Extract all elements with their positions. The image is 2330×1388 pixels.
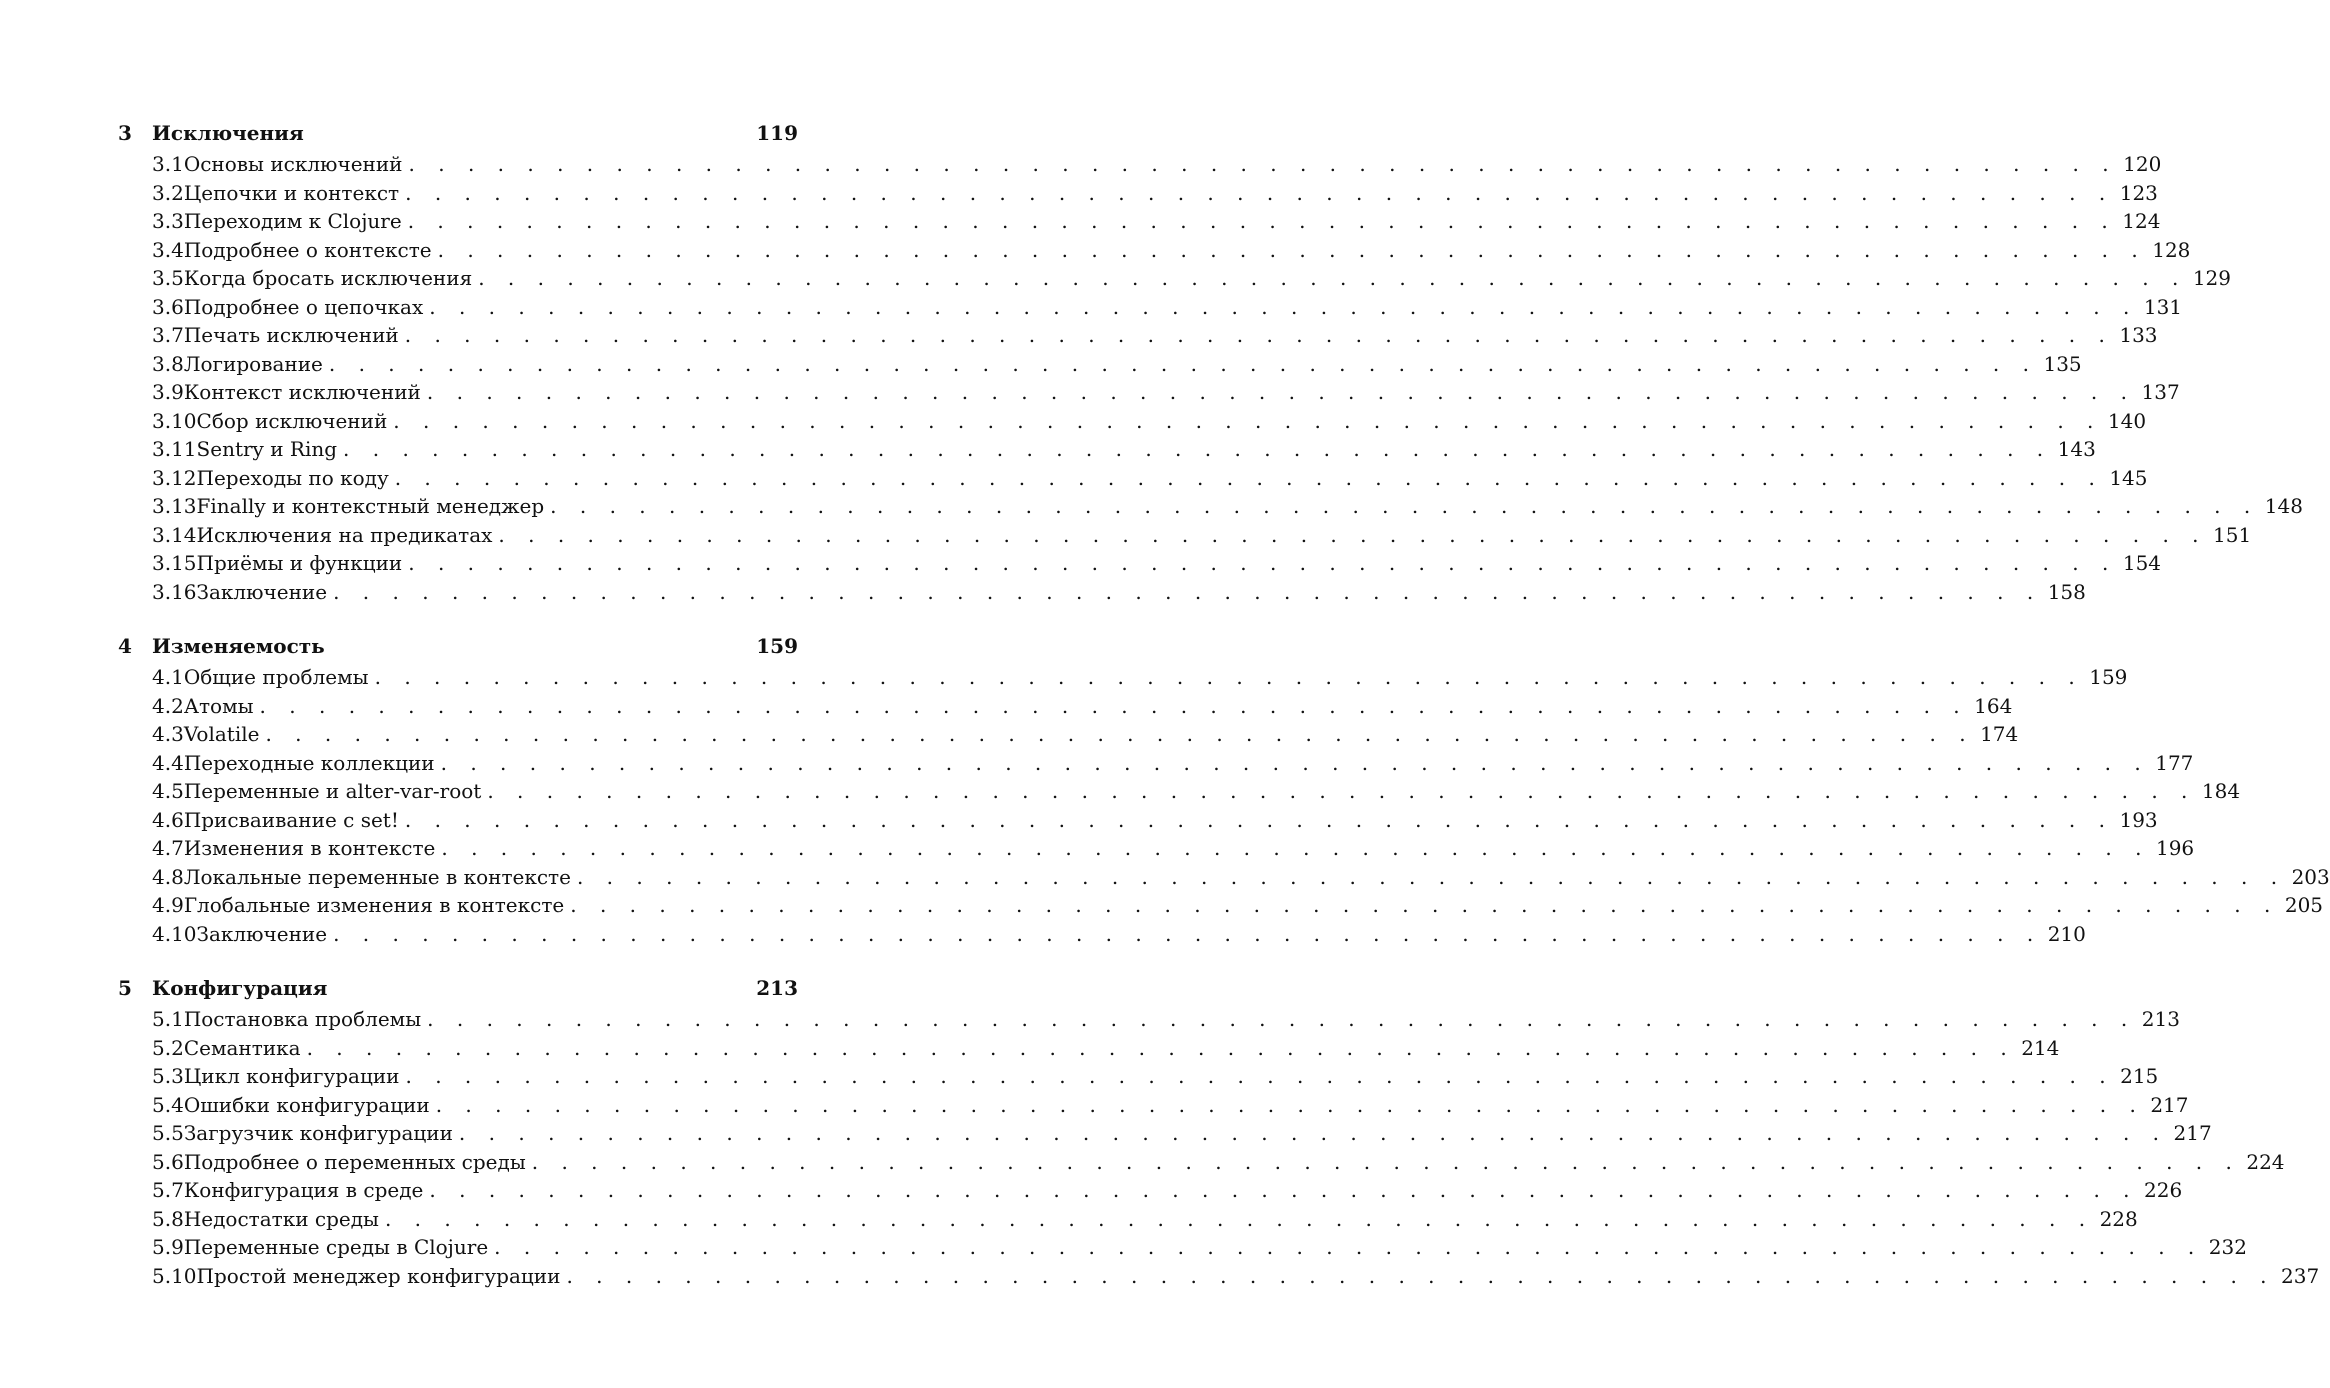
dot-leader: . . . . . . . . . . . . . . . . . . . . . . . . . . . . . . . . . . . . . . . . . . . . . . . . . . . . . . . . . .: [576, 864, 2286, 889]
section-page-number: 143: [2057, 437, 2096, 461]
dot-leader: . . . . . . . . . . . . . . . . . . . . . . . . . . . . . . . . . . . . . . . . . . . . . . . . . . . . . . . . . .: [566, 1263, 2276, 1288]
toc-entry[interactable]: [118, 321, 2158, 350]
toc-entry[interactable]: [118, 150, 2162, 179]
section-page-number: 131: [2143, 294, 2183, 319]
section-page-number: 217: [2150, 1092, 2189, 1117]
section-number: 4.6: [152, 807, 184, 832]
section-page-number: 133: [2119, 323, 2158, 347]
chapter-title: Исключения: [152, 121, 304, 145]
dot-leader: . . . . . . . . . . . . . . . . . . . . . . . . . . . . . . . . . . . . . . . . . . . . . . . . . . . . . . . . . .: [441, 836, 2150, 860]
section-number: 5.1: [152, 1007, 184, 1031]
section-number: 3.5: [152, 266, 184, 290]
dot-leader: . . . . . . . . . . . . . . . . . . . . . . . . . . . . . . . . . . . . . . . . . . . . . . . . . . . . . . . . . .: [333, 579, 2042, 604]
dot-leader: . . . . . . . . . . . . . . . . . . . . . . . . . . . . . . . . . . . . . . . . . . . . . . . . . . . . . . . . . .: [404, 323, 2114, 347]
section-title: Контекст исключений: [183, 380, 421, 404]
section-number: 3.7: [152, 323, 184, 347]
section-page-number: 232: [2208, 1235, 2247, 1259]
section-number: 3.8: [152, 351, 184, 376]
section-number: 5.3: [152, 1064, 184, 1088]
section-page-number: 214: [2021, 1035, 2060, 1060]
dot-leader: . . . . . . . . . . . . . . . . . . . . . . . . . . . . . . . . . . . . . . . . . . . . . . . . . . . . . . . . . .: [478, 266, 2187, 290]
toc-entry[interactable]: [118, 663, 2128, 692]
section-page-number: 158: [2047, 579, 2086, 604]
dot-leader: . . . . . . . . . . . . . . . . . . . . . . . . . . . . . . . . . . . . . . . . . . . . . . . . . . . . . . . . . .: [570, 893, 2279, 917]
section-number: 3.1: [152, 152, 184, 176]
dot-leader: . . . . . . . . . . . . . . . . . . . . . . . . . . . . . . . . . . . . . . . . . . . . . . . . . . . . . . . . . .: [426, 380, 2136, 404]
toc-entry[interactable]: [118, 834, 2195, 863]
section-page-number: 128: [2152, 237, 2191, 262]
toc-entry[interactable]: [118, 378, 2180, 407]
section-number: 3.10: [152, 408, 197, 433]
section-title: Логирование: [183, 351, 323, 376]
toc-entry[interactable]: [118, 1262, 2320, 1291]
toc-entry[interactable]: [118, 1091, 2189, 1120]
section-title: Finally и контекстный менеджер: [196, 494, 545, 518]
section-page-number: 217: [2173, 1121, 2212, 1145]
section-page-number: 164: [1974, 693, 2013, 718]
section-number: 3.16: [152, 579, 197, 604]
toc-entry[interactable]: [118, 806, 2158, 835]
section-page-number: 137: [2141, 380, 2180, 404]
section-page-number: 135: [2043, 351, 2082, 376]
section-page-number: 145: [2109, 465, 2148, 490]
section-title: Заключение: [196, 579, 328, 604]
dot-leader: . . . . . . . . . . . . . . . . . . . . . . . . . . . . . . . . . . . . . . . . . . . . . . . . . . . . . . . . . .: [265, 722, 1975, 746]
section-page-number: 184: [2201, 779, 2241, 803]
section-title: Загрузчик конфигурации: [183, 1121, 453, 1145]
dot-leader: . . . . . . . . . . . . . . . . . . . . . . . . . . . . . . . . . . . . . . . . . . . . . . . . . . . . . . . . . .: [393, 408, 2102, 433]
section-number: 4.7: [152, 836, 184, 860]
toc-entry[interactable]: [118, 578, 2086, 607]
section-page-number: 196: [2155, 836, 2195, 860]
section-page-number: 213: [2141, 1007, 2180, 1031]
toc-entry[interactable]: [118, 1005, 2180, 1034]
section-title: Ошибки конфигурации: [183, 1092, 430, 1117]
chapter-title: Конфигурация: [152, 976, 328, 1000]
section-page-number: 205: [2284, 893, 2324, 917]
section-page-number: 140: [2107, 408, 2147, 433]
chapter-page-number: 159: [756, 634, 798, 658]
chapter-number: 4: [118, 634, 132, 658]
section-title: Общие проблемы: [183, 665, 369, 689]
section-number: 3.15: [152, 551, 197, 575]
toc-entry[interactable]: [118, 435, 2096, 464]
dot-leader: . . . . . . . . . . . . . . . . . . . . . . . . . . . . . . . . . . . . . . . . . . . . . . . . . . . . . . . . . .: [427, 1007, 2136, 1031]
section-number: 3.9: [152, 380, 184, 404]
chapter-heading[interactable]: [118, 971, 798, 1005]
section-page-number: 203: [2291, 864, 2330, 889]
section-title: Цепочки и контекст: [183, 180, 400, 205]
toc-entry[interactable]: [118, 891, 2324, 920]
section-page-number: 226: [2144, 1178, 2183, 1202]
toc-entry[interactable]: [118, 207, 2161, 236]
chapter-number: 3: [118, 121, 132, 145]
section-page-number: 124: [2122, 209, 2161, 233]
dot-leader: . . . . . . . . . . . . . . . . . . . . . . . . . . . . . . . . . . . . . . . . . . . . . . . . . . . . . . . . . .: [429, 1178, 2139, 1202]
section-number: 5.9: [152, 1235, 184, 1259]
toc-entry[interactable]: [118, 863, 2330, 892]
dot-leader: . . . . . . . . . . . . . . . . . . . . . . . . . . . . . . . . . . . . . . . . . . . . . . . . . . . . . . . . . .: [435, 1092, 2145, 1117]
section-page-number: 228: [2099, 1206, 2138, 1231]
section-number: 5.8: [152, 1206, 184, 1231]
toc-entry[interactable]: [118, 1148, 2285, 1177]
section-number: 3.2: [152, 180, 184, 205]
section-page-number: 210: [2047, 921, 2086, 946]
section-number: 4.9: [152, 893, 184, 917]
section-number: 5.5: [152, 1121, 184, 1145]
section-number: 5.4: [152, 1092, 184, 1117]
section-number: 4.8: [152, 864, 184, 889]
toc-entry[interactable]: [118, 777, 2241, 806]
section-number: 4.5: [152, 779, 184, 803]
dot-leader: . . . . . . . . . . . . . . . . . . . . . . . . . . . . . . . . . . . . . . . . . . . . . . . . . . . . . . . . . .: [437, 237, 2147, 262]
chapter-page-number: 119: [756, 121, 798, 145]
section-title: Печать исключений: [183, 323, 399, 347]
section-page-number: 123: [2119, 180, 2158, 205]
section-number: 4.4: [152, 750, 184, 775]
dot-leader: . . . . . . . . . . . . . . . . . . . . . . . . . . . . . . . . . . . . . . . . . . . . . . . . . . . . . . . . . .: [407, 209, 2117, 233]
dot-leader: . . . . . . . . . . . . . . . . . . . . . . . . . . . . . . . . . . . . . . . . . . . . . . . . . . . . . . . . . .: [429, 294, 2138, 319]
dot-leader: . . . . . . . . . . . . . . . . . . . . . . . . . . . . . . . . . . . . . . . . . . . . . . . . . . . . . . . . . .: [550, 494, 2259, 518]
section-title: Когда бросать исключения: [183, 266, 473, 290]
section-number: 5.7: [152, 1178, 184, 1202]
section-title: Переходим к Clojure: [183, 209, 402, 233]
section-title: Подробнее о контексте: [183, 237, 432, 262]
section-page-number: 237: [2281, 1263, 2320, 1288]
toc-entry[interactable]: [118, 1119, 2212, 1148]
chapter-title: Изменяемость: [152, 634, 325, 658]
section-number: 3.14: [152, 522, 197, 547]
toc-entry[interactable]: [118, 1205, 2138, 1234]
section-title: Сбор исключений: [196, 408, 388, 433]
toc-entry[interactable]: [118, 521, 2252, 550]
section-page-number: 120: [2123, 152, 2162, 176]
section-page-number: 159: [2089, 665, 2128, 689]
section-title: Постановка проблемы: [183, 1007, 422, 1031]
dot-leader: . . . . . . . . . . . . . . . . . . . . . . . . . . . . . . . . . . . . . . . . . . . . . . . . . . . . . . . . . .: [458, 1121, 2168, 1145]
section-title: Семантика: [183, 1035, 301, 1060]
section-title: Подробнее о цепочках: [183, 294, 424, 319]
dot-leader: . . . . . . . . . . . . . . . . . . . . . . . . . . . . . . . . . . . . . . . . . . . . . . . . . . . . . . . . . .: [408, 152, 2118, 176]
section-page-number: 224: [2246, 1149, 2285, 1174]
toc-entry[interactable]: [118, 236, 2191, 265]
section-title: Недостатки среды: [183, 1206, 379, 1231]
dot-leader: . . . . . . . . . . . . . . . . . . . . . . . . . . . . . . . . . . . . . . . . . . . . . . . . . . . . . . . . . .: [394, 465, 2104, 490]
section-page-number: 215: [2120, 1064, 2159, 1088]
toc-entry[interactable]: [118, 293, 2183, 322]
dot-leader: . . . . . . . . . . . . . . . . . . . . . . . . . . . . . . . . . . . . . . . . . . . . . . . . . . . . . . . . . .: [494, 1235, 2203, 1259]
chapter-block: [118, 971, 2320, 1290]
section-title: Глобальные изменения в контексте: [183, 893, 565, 917]
section-page-number: 148: [2264, 494, 2303, 518]
dot-leader: . . . . . . . . . . . . . . . . . . . . . . . . . . . . . . . . . . . . . . . . . . . . . . . . . . . . . . . . . .: [531, 1149, 2241, 1174]
dot-leader: . . . . . . . . . . . . . . . . . . . . . . . . . . . . . . . . . . . . . . . . . . . . . . . . . . . . . . . . . .: [487, 779, 2196, 803]
chapter-heading[interactable]: [118, 629, 798, 663]
section-title: Простой менеджер конфигурации: [196, 1263, 561, 1288]
section-page-number: 154: [2122, 551, 2162, 575]
section-title: Переменные и alter-var-root: [183, 779, 482, 803]
section-title: Основы исключений: [183, 152, 403, 176]
section-number: 4.3: [152, 722, 184, 746]
section-number: 5.6: [152, 1149, 184, 1174]
chapter-heading[interactable]: [118, 116, 798, 150]
toc-entry[interactable]: [118, 179, 2158, 208]
section-title: Заключение: [196, 921, 328, 946]
section-page-number: 193: [2119, 807, 2158, 832]
section-title: Переходы по коду: [196, 465, 389, 490]
section-title: Volatile: [183, 722, 260, 746]
dot-leader: . . . . . . . . . . . . . . . . . . . . . . . . . . . . . . . . . . . . . . . . . . . . . . . . . . . . . . . . . .: [498, 522, 2208, 547]
section-number: 3.11: [152, 437, 197, 461]
section-title: Sentry и Ring: [196, 437, 338, 461]
section-title: Изменения в контексте: [183, 836, 436, 860]
section-number: 4.2: [152, 693, 184, 718]
toc-entry[interactable]: [118, 407, 2147, 436]
dot-leader: . . . . . . . . . . . . . . . . . . . . . . . . . . . . . . . . . . . . . . . . . . . . . . . . . . . . . . . . . .: [440, 750, 2150, 775]
section-number: 4.1: [152, 665, 184, 689]
chapter-number: 5: [118, 976, 132, 1000]
section-page-number: 174: [1980, 722, 2019, 746]
dot-leader: . . . . . . . . . . . . . . . . . . . . . . . . . . . . . . . . . . . . . . . . . . . . . . . . . . . . . . . . . .: [404, 807, 2114, 832]
dot-leader: . . . . . . . . . . . . . . . . . . . . . . . . . . . . . . . . . . . . . . . . . . . . . . . . . . . . . . . . . .: [408, 551, 2117, 575]
section-title: Присваивание с set!: [183, 807, 399, 832]
toc-entry[interactable]: [118, 1233, 2247, 1262]
table-of-contents: [118, 116, 2330, 1313]
dot-leader: . . . . . . . . . . . . . . . . . . . . . . . . . . . . . . . . . . . . . . . . . . . . . . . . . . . . . . . . . .: [405, 180, 2114, 205]
section-title: Атомы: [183, 693, 254, 718]
section-number: 3.6: [152, 294, 184, 319]
section-page-number: 151: [2213, 522, 2252, 547]
dot-leader: . . . . . . . . . . . . . . . . . . . . . . . . . . . . . . . . . . . . . . . . . . . . . . . . . . . . . . . . . .: [384, 1206, 2094, 1231]
toc-entry[interactable]: [118, 264, 2232, 293]
section-number: 3.12: [152, 465, 197, 490]
toc-entry[interactable]: [118, 692, 2013, 721]
toc-entry[interactable]: [118, 1062, 2159, 1091]
section-title: Переменные среды в Clojure: [183, 1235, 489, 1259]
section-number: 5.10: [152, 1263, 197, 1288]
toc-entry[interactable]: [118, 549, 2162, 578]
dot-leader: . . . . . . . . . . . . . . . . . . . . . . . . . . . . . . . . . . . . . . . . . . . . . . . . . . . . . . . . . .: [374, 665, 2084, 689]
chapter-page-number: 213: [756, 976, 798, 1000]
dot-leader: . . . . . . . . . . . . . . . . . . . . . . . . . . . . . . . . . . . . . . . . . . . . . . . . . . . . . . . . . .: [343, 437, 2052, 461]
chapter-block: [118, 116, 2303, 606]
toc-entry[interactable]: [118, 464, 2148, 493]
dot-leader: . . . . . . . . . . . . . . . . . . . . . . . . . . . . . . . . . . . . . . . . . . . . . . . . . . . . . . . . . .: [328, 351, 2038, 376]
section-title: Приёмы и функции: [196, 551, 403, 575]
section-number: 4.10: [152, 921, 197, 946]
dot-leader: . . . . . . . . . . . . . . . . . . . . . . . . . . . . . . . . . . . . . . . . . . . . . . . . . . . . . . . . . .: [306, 1035, 2016, 1060]
dot-leader: . . . . . . . . . . . . . . . . . . . . . . . . . . . . . . . . . . . . . . . . . . . . . . . . . . . . . . . . . .: [405, 1064, 2115, 1088]
section-page-number: 129: [2192, 266, 2232, 290]
toc-entry[interactable]: [118, 920, 2086, 949]
chapter-block: [118, 629, 2330, 948]
toc-entry[interactable]: [118, 720, 2019, 749]
toc-entry[interactable]: [118, 1176, 2183, 1205]
section-title: Исключения на предикатах: [196, 522, 493, 547]
section-number: 3.13: [152, 494, 197, 518]
toc-entry[interactable]: [118, 350, 2082, 379]
dot-leader: . . . . . . . . . . . . . . . . . . . . . . . . . . . . . . . . . . . . . . . . . . . . . . . . . . . . . . . . . .: [333, 921, 2042, 946]
section-title: Переходные коллекции: [183, 750, 435, 775]
toc-entry[interactable]: [118, 492, 2303, 521]
section-number: 3.3: [152, 209, 184, 233]
dot-leader: . . . . . . . . . . . . . . . . . . . . . . . . . . . . . . . . . . . . . . . . . . . . . . . . . . . . . . . . . .: [259, 693, 1969, 718]
section-title: Конфигурация в среде: [183, 1178, 424, 1202]
section-title: Локальные переменные в контексте: [183, 864, 571, 889]
section-title: Цикл конфигурации: [183, 1064, 400, 1088]
toc-entry[interactable]: [118, 749, 2194, 778]
toc-entry[interactable]: [118, 1034, 2060, 1063]
section-title: Подробнее о переменных среды: [183, 1149, 526, 1174]
section-number: 3.4: [152, 237, 184, 262]
section-number: 5.2: [152, 1035, 184, 1060]
section-page-number: 177: [2155, 750, 2194, 775]
